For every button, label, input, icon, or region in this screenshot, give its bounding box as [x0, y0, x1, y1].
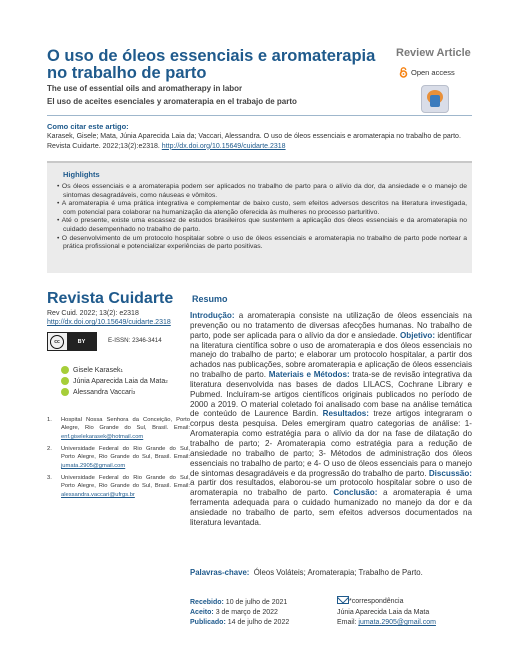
- article-type-label: Review Article: [396, 47, 471, 59]
- citation-body: Karasek, Gisele; Mata, Júnia Aparecida Laia da; Vaccari, Alessandra. O uso de óleos essenciais e aromaterapia no trabalho de parto. Revista Cuidarte. 2022;13(2):e2318.: [47, 133, 461, 150]
- highlight-item: • O desenvolvimento de um protocolo hospitalar sobre o uso de óleos essenciais e aromaterapia no trabalho de parto pode nortear a prática profissional e potencializar experiências de parto positivas.: [57, 234, 467, 251]
- highlights-list: [57, 183, 467, 252]
- cc-icon: cc: [50, 335, 64, 349]
- keywords-label: Palavras-chave:: [190, 568, 250, 577]
- open-access-label: Open access: [411, 68, 455, 77]
- author-3[interactable]: Alessandra Vaccari 3: [61, 388, 135, 396]
- correspondence: [337, 596, 477, 629]
- subtitle-spanish: El uso de aceites esenciales y aromaterapia en el trabajo de parto: [47, 97, 297, 106]
- affiliation-3: 3. Universidade Federal do Rio Grande do Sul, Porto Alegre, Rio Grande do Sul, Brasil. Email: alessandra.vaccari@ufrgs.br: [47, 475, 190, 498]
- orcid-icon[interactable]: [61, 388, 69, 396]
- subtitle-english: The use of essential oils and aromatherapy in labor: [47, 84, 243, 93]
- highlight-item: • A aromaterapia é uma prática integrativa e complementar de baixo custo, sem efeitos adversos descritos na literatura investigada, com potencial para colaborar na humanização da atenção oferecida às mulheres no processo parturitivo.: [57, 200, 468, 216]
- open-access-icon: [399, 67, 408, 78]
- cc-license-badge[interactable]: [47, 332, 97, 351]
- highlight-item: • Até o presente, existe uma escassez de estudos brasileiros que sustentem a aplicação dos óleos essenciais e da aromaterapia no cuidado desempenhado no trabalho de parto.: [57, 217, 467, 233]
- accepted-date: Aceito: 3 de março de 2022: [190, 609, 278, 616]
- header-divider: [47, 115, 472, 116]
- issn: E-ISSN: 2346-3414: [108, 337, 162, 344]
- correspondence-email-link[interactable]: jumata.2905@gmail.com: [358, 619, 436, 627]
- affiliation-email-link[interactable]: jumata.2905@gmail.com: [61, 462, 126, 469]
- highlight-item: • Os óleos essenciais e a aromaterapia podem ser aplicados no trabalho de parto para o alívio da dor, da ansiedade e o manejo de sintomas desagradáveis, como náuseas e vômitos.: [57, 183, 467, 199]
- affiliation-1: 1. Hospital Nossa Senhora da Conceição, Porto Alegre, Rio Grande do Sul, Brasil. Email: enf.giselekarasek@hotmail.com: [47, 417, 190, 440]
- envelope-icon: [337, 596, 349, 604]
- author-2[interactable]: Júnia Aparecida Laia da Mata 2: [61, 377, 168, 385]
- affiliation-2: 2. Universidade Federal do Rio Grande do Sul, Porto Alegre, Rio Grande do Sul, Brasil. Email: jumata.2905@gmail.com: [47, 446, 190, 469]
- check-for-updates-badge[interactable]: [421, 85, 449, 113]
- correspondence-label: *correspondência: [349, 598, 404, 605]
- keywords-text: Óleos Voláteis; Aromaterapia; Trabalho de Parto.: [253, 568, 423, 577]
- citation-text: [47, 132, 473, 151]
- correspondence-email: Email: jumata.2905@gmail.com: [337, 619, 436, 627]
- article-title: O uso de óleos essenciais e aromaterapia no trabalho de parto: [47, 47, 376, 82]
- highlights-heading: Highlights: [63, 170, 100, 179]
- citation-heading: Como citar este artigo:: [47, 122, 129, 131]
- abstract-heading: Resumo: [192, 294, 228, 304]
- correspondence-name: Júnia Aparecida Laia da Mata: [337, 608, 430, 616]
- published-date: Publicado: 14 de julho de 2022: [190, 619, 290, 626]
- license-type: BY: [67, 333, 96, 350]
- journal-doi: [47, 318, 187, 327]
- orcid-icon[interactable]: [61, 366, 69, 374]
- received-date: Recebido: 10 de julho de 2021: [190, 599, 288, 606]
- journal-reference: Rev Cuid. 2022; 13(2): e2318: [47, 310, 139, 317]
- journal-doi-link[interactable]: http://dx.doi.org/10.15649/cuidarte.2318: [47, 319, 171, 326]
- affiliation-email-link[interactable]: enf.giselekarasek@hotmail.com: [61, 433, 144, 440]
- journal-name: Revista Cuidarte: [47, 290, 174, 307]
- orcid-icon[interactable]: [61, 377, 69, 385]
- abstract-text: Introdução: a aromaterapia consiste na utilização de óleos essenciais na prevenção ou no tratamento de diversas afecções humanas. No trabalho de parto, pode ser aplicada para o alívio da dor e ansiedade. Objetivo: identificar na literatura científica sobre o uso de aromaterapia e dos óleos essenciais no manejo do trabalho de parto; e elaborar um protocolo hospitalar, a partir dos achados nas publicações, sobre aromaterapia e aplicação de óleos essenciais no trabalho de parto. Materiais e Métodos: trata-se de revisão integrativa da literatura desenvolvida nas bases de dados LILACS, Cochrane Library e Pubmed. Incluíram-se artigos científicos originais publicados no período de 2000 a 2019. O material coletado foi analisado com base na análise temática de conteúdo de Laurence Bardin. Resultados: treze artigos integraram o corpus desta pesquisa. Deles emergiram quatro categorias de análise: 1- Aromaterapia como estratégia para o alívio da dor na fase de dilatação do trabalho de parto; 2- Aromaterapia como estratégia para a redução de ansiedade no trabalho de parto; 3- Métodos de administração dos óleos essenciais no trabalho de parto; e 4- O uso de óleos essenciais para o manejo de sintomas desagradáveis e da progressão do trabalho de parto. Discussão: a partir dos resultados, elaborou-se um protocolo hospitalar sobre o uso de aromaterapia no trabalho de parto. Conclusão: a aromaterapia é uma ferramenta adequada para o cuidado humanizado no manejo da dor e da ansiedade no trabalho de parto, sem efeitos adversos documentados na literatura levantada.: [190, 311, 473, 527]
- author-1[interactable]: Gisele Karasek 1: [61, 366, 123, 374]
- citation-doi-link[interactable]: http://dx.doi.org/10.15649/cuidarte.2318: [161, 142, 286, 150]
- keywords: [190, 568, 423, 577]
- affiliation-email-link[interactable]: alessandra.vaccari@ufrgs.br: [61, 491, 135, 498]
